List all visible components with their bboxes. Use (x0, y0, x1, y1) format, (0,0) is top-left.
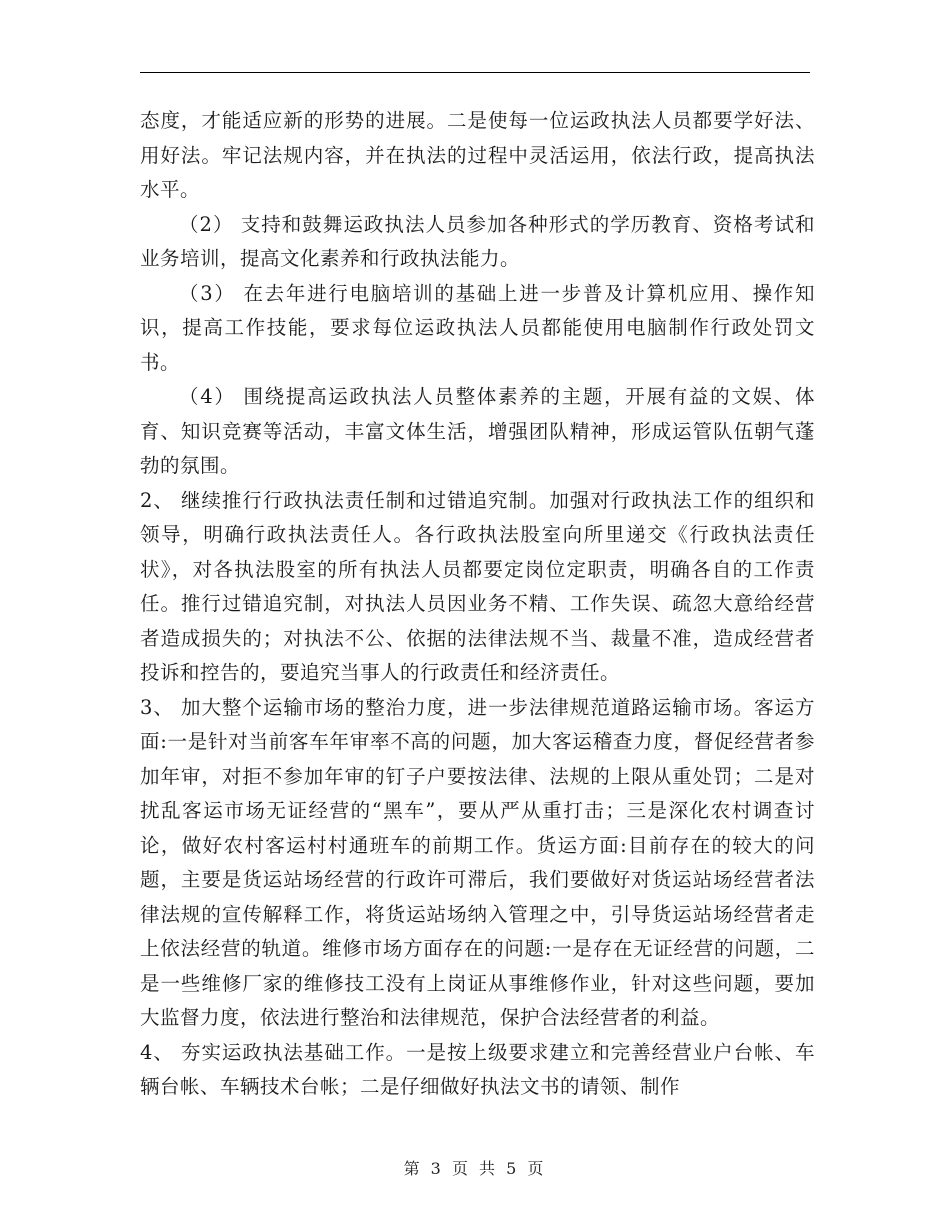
paragraph-item-3: （3） 在去年进行电脑培训的基础上进一步普及计算机应用、操作知识，提高工作技能，要求每位运政执法人员都能使用电脑制作行政处罚文书。 (140, 281, 815, 374)
header-rule (140, 72, 810, 73)
paragraph-item-2: （2） 支持和鼓舞运政执法人员参加各种形式的学历教育、资格考试和业务培训，提高文化素养和行政执法能力。 (140, 212, 815, 270)
document-body (140, 104, 815, 1105)
paragraph-section-4: 4、 夯实运政执法基础工作。一是按上级要求建立和完善经营业户台帐、车辆台帐、车辆技术台帐；二是仔细做好执法文书的请领、制作 (140, 1040, 815, 1098)
paragraph-item-4: （4） 围绕提高运政执法人员整体素养的主题，开展有益的文娱、体育、知识竞赛等活动，丰富文体生活，增强团队精神，形成运管队伍朝气蓬勃的氛围。 (140, 385, 815, 477)
paragraph-section-3: 3、 加大整个运输市场的整治力度，进一步法律规范道路运输市场。客运方面:一是针对当前客车年审率不高的问题，加大客运稽查力度，督促经营者参加年审，对拒不参加年审的钉子户要按法律、法规的上限从重处罚；二是对扰乱客运市场无证经营的“黑车”，要从严从重打击；三是深化农村调查讨论，做好农村客运村村通班车的前期工作。货运方面:目前存在的较大的问题，主要是货运站场经营的行政许可滞后，我们要做好对货运站场经营者法律法规的宣传解释工作，将货运站场纳入管理之中，引导货运站场经营者走上依法经营的轨道。维修市场方面存在的问题:一是存在无证经营的问题，二是一些维修厂家的维修技工没有上岗证从事维修作业，针对这些问题，要加大监督力度，依法进行整治和法律规范，保护合法经营者的利益。 (140, 695, 815, 1029)
paragraph-continuation: 态度，才能适应新的形势的进展。二是使每一位运政执法人员都要学好法、用好法。牢记法规内容，并在执法的过程中灵活运用，依法行政，提高执法水平。 (140, 109, 815, 201)
paragraph-section-2: 2、 继续推行行政执法责任制和过错追究制。加强对行政执法工作的组织和领导，明确行政执法责任人。各行政执法股室向所里递交《行政执法责任状》，对各执法股室的所有执法人员都要定岗位定职责，明确各自的工作责任。推行过错追究制，对执法人员因业务不精、工作失误、疏忽大意给经营者造成损失的；对执法不公、依据的法律法规不当、裁量不准，造成经营者投诉和控告的，要追究当事人的行政责任和经济责任。 (140, 488, 815, 684)
page-number-footer: 第 3 页 共 5 页 (403, 1159, 547, 1178)
